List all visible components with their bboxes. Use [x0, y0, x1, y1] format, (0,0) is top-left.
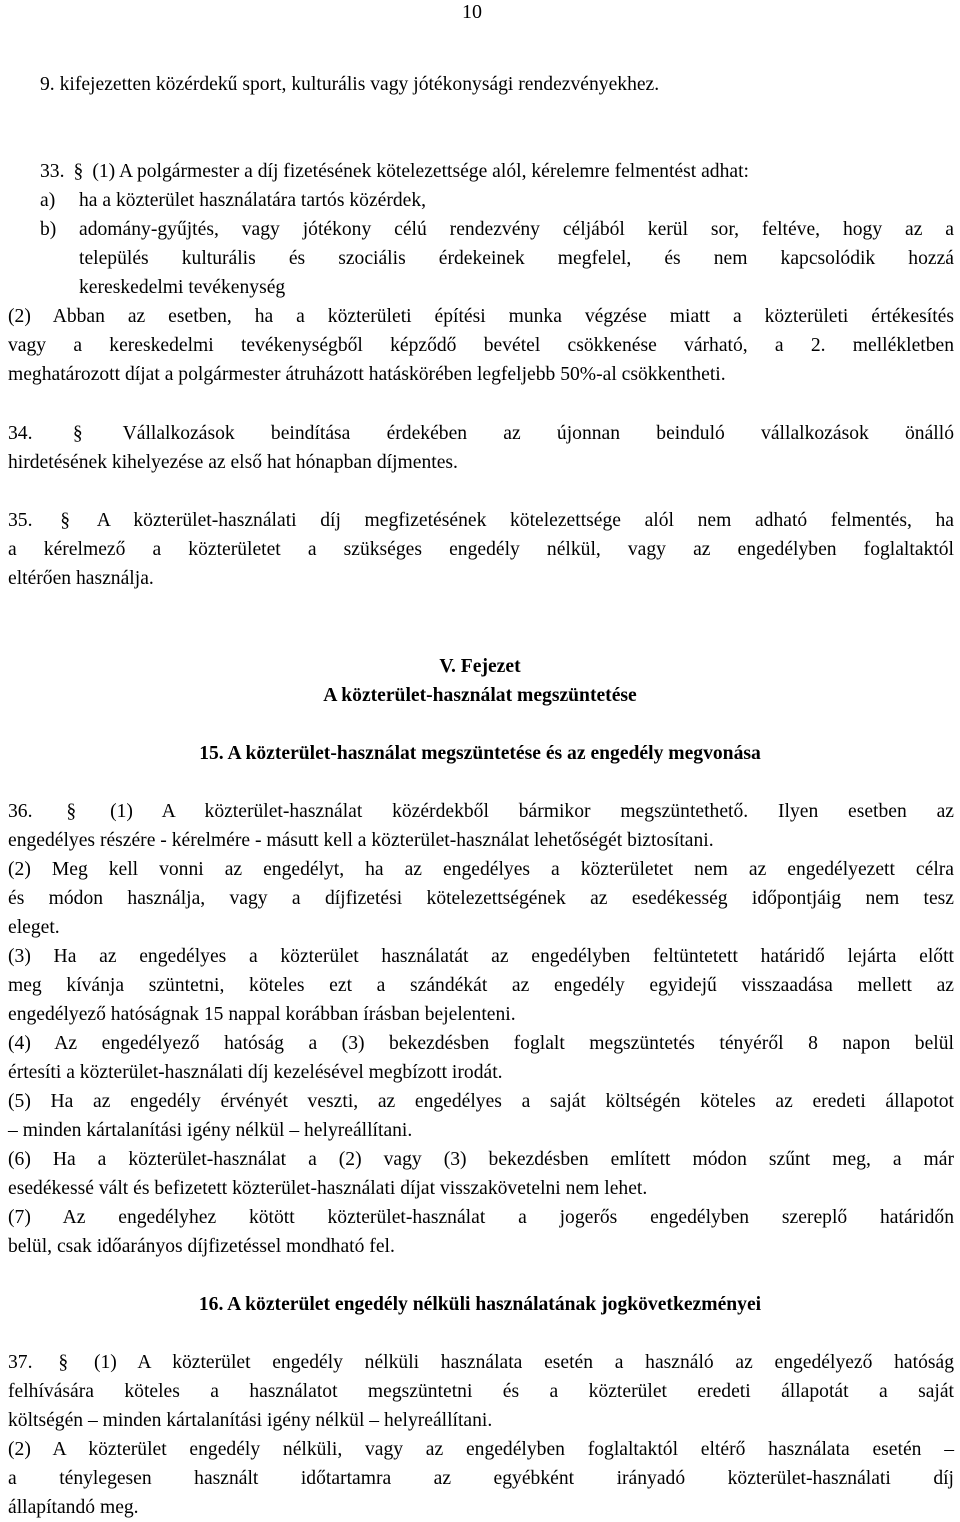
paragraph-line: (4) Az engedélyező hatóság a (3) bekezdésben foglalt megszüntetés tényéről 8 napon belül	[8, 1033, 954, 1054]
paragraph-line: belül, csak időarányos díjfizetéssel mondható fel.	[8, 1236, 395, 1257]
paragraph-line: felhívására köteles a használatot megszüntetni és a közterület eredeti állapotát a saját	[8, 1381, 954, 1402]
section-number: 36.	[8, 801, 33, 822]
item-label-a: a)	[40, 190, 56, 211]
item-b-line: adomány-gyűjtés, vagy jótékony célú rendezvény céljából kerül sor, feltéve, hogy az a	[79, 219, 954, 240]
paragraph-1: (1) A közterület-használat közérdekből bármikor megszüntethető. Ilyen esetben az	[110, 801, 954, 822]
section-text: Vállalkozások beindítása érdekében az újonnan beinduló vállalkozások önálló	[122, 423, 954, 444]
paragraph-sign-icon: §	[72, 423, 83, 444]
item-label-b: b)	[40, 219, 57, 240]
paragraph-2-line: (2) Abban az esetben, ha a közterületi építési munka végzése miatt a közterületi értékesítés	[8, 306, 954, 327]
section-text-line: hirdetésének kihelyezése az első hat hónapban díjmentes.	[8, 452, 458, 473]
section-number: 33.	[40, 161, 65, 182]
chapter-number: V. Fejezet	[439, 656, 521, 677]
paragraph-line: meg kívánja szüntetni, köteles ezt a szándékát az engedély egyidejű visszaadása mellett az	[8, 975, 954, 996]
chapter-title: A közterület-használat megszüntetése	[323, 685, 637, 706]
section-text-line: a kérelmező a közterületet a szükséges engedély nélkül, vagy az engedélyben foglaltaktól	[8, 539, 954, 560]
paragraph-sign-icon: §	[58, 1352, 69, 1373]
section-text: A közterület-használati díj megfizetésének kötelezettsége alól nem adható felmentés, ha	[96, 510, 954, 531]
paragraph-line: (2) A közterület engedély nélküli, vagy az engedélyben foglaltaktól eltérő használata esetén –	[8, 1439, 954, 1460]
list-item-9: 9. kifejezetten közérdekű sport, kulturális vagy jótékonysági rendezvényekhez.	[40, 74, 660, 95]
page-number: 10	[462, 1, 482, 23]
paragraph-line: esedékessé vált és befizetett közterület-használati díjat visszakövetelni nem lehet.	[8, 1178, 648, 1199]
paragraph-line: költségén – minden kártalanítási igény nélkül – helyreállítani.	[8, 1410, 493, 1431]
paragraph-line: (5) Ha az engedély érvényét veszti, az engedélyes a saját költségén köteles az eredeti állapotot	[8, 1091, 954, 1112]
paragraph-2-line: meghatározott díjat a polgármester átruházott hatáskörében legfeljebb 50%-al csökkentheti.	[8, 364, 726, 385]
heading-16: 16. A közterület engedély nélküli használatának jogkövetkezményei	[198, 1294, 762, 1315]
paragraph-sign-icon: §	[60, 510, 71, 531]
paragraph-sign-icon: §	[66, 801, 77, 822]
paragraph-line: (3) Ha az engedélyes a közterület használatát az engedélyben feltüntetett határidő lejárta előtt	[8, 946, 954, 967]
paragraph-line: engedélyes részére - kérelmére - másutt kell a közterület-használat lehetőségét biztosítani.	[8, 830, 714, 851]
item-b-line: kereskedelmi tevékenység	[79, 277, 286, 298]
paragraph-line: értesíti a közterület-használati díj kezelésével megbízott irodát.	[8, 1062, 503, 1083]
paragraph-line: (2) Meg kell vonni az engedélyt, ha az engedélyes a közterületet nem az engedélyezett célra	[8, 859, 954, 880]
item-b-line: település kulturális és szociális érdekeinek megfelel, és nem kapcsolódik hozzá	[79, 248, 954, 269]
section-text-line: eltérően használja.	[8, 568, 154, 589]
paragraph-line: és módon használja, vagy a díjfizetési kötelezettségének az esedékesség időpontjáig nem tesz	[8, 888, 954, 909]
item-a-text: ha a közterület használatára tartós közérdek,	[79, 190, 427, 211]
paragraph-line: (6) Ha a közterület-használat a (2) vagy (3) bekezdésben említett módon szűnt meg, a már	[8, 1149, 954, 1170]
paragraph-1: (1) A polgármester a díj fizetésének kötelezettsége alól, kérelemre felmentést adhat:	[92, 161, 749, 182]
paragraph-1: (1) A közterület engedély nélküli használata esetén a használó az engedélyező hatóság	[93, 1352, 954, 1373]
heading-15: 15. A közterület-használat megszüntetése és az engedély megvonása	[199, 743, 761, 764]
section-number: 35.	[8, 510, 33, 531]
paragraph-2-line: vagy a kereskedelmi tevékenységből képződő bevétel csökkenése várható, a 2. mellékletben	[8, 335, 954, 356]
paragraph-line: (7) Az engedélyhez kötött közterület-használat a jogerős engedélyben szereplő határidőn	[8, 1207, 954, 1228]
paragraph-line: állapítandó meg.	[8, 1497, 139, 1518]
section-number: 34.	[8, 423, 33, 444]
paragraph-line: – minden kártalanítási igény nélkül – helyreállítani.	[8, 1120, 413, 1141]
paragraph-line: engedélyező hatóságnak 15 nappal korábban írásban bejelenteni.	[8, 1004, 516, 1025]
paragraph-sign-icon: §	[73, 161, 84, 182]
paragraph-line: eleget.	[8, 917, 60, 938]
paragraph-line: a ténylegesen használt időtartamra az egyébként irányadó közterület-használati díj	[8, 1468, 954, 1489]
section-number: 37.	[8, 1352, 33, 1373]
